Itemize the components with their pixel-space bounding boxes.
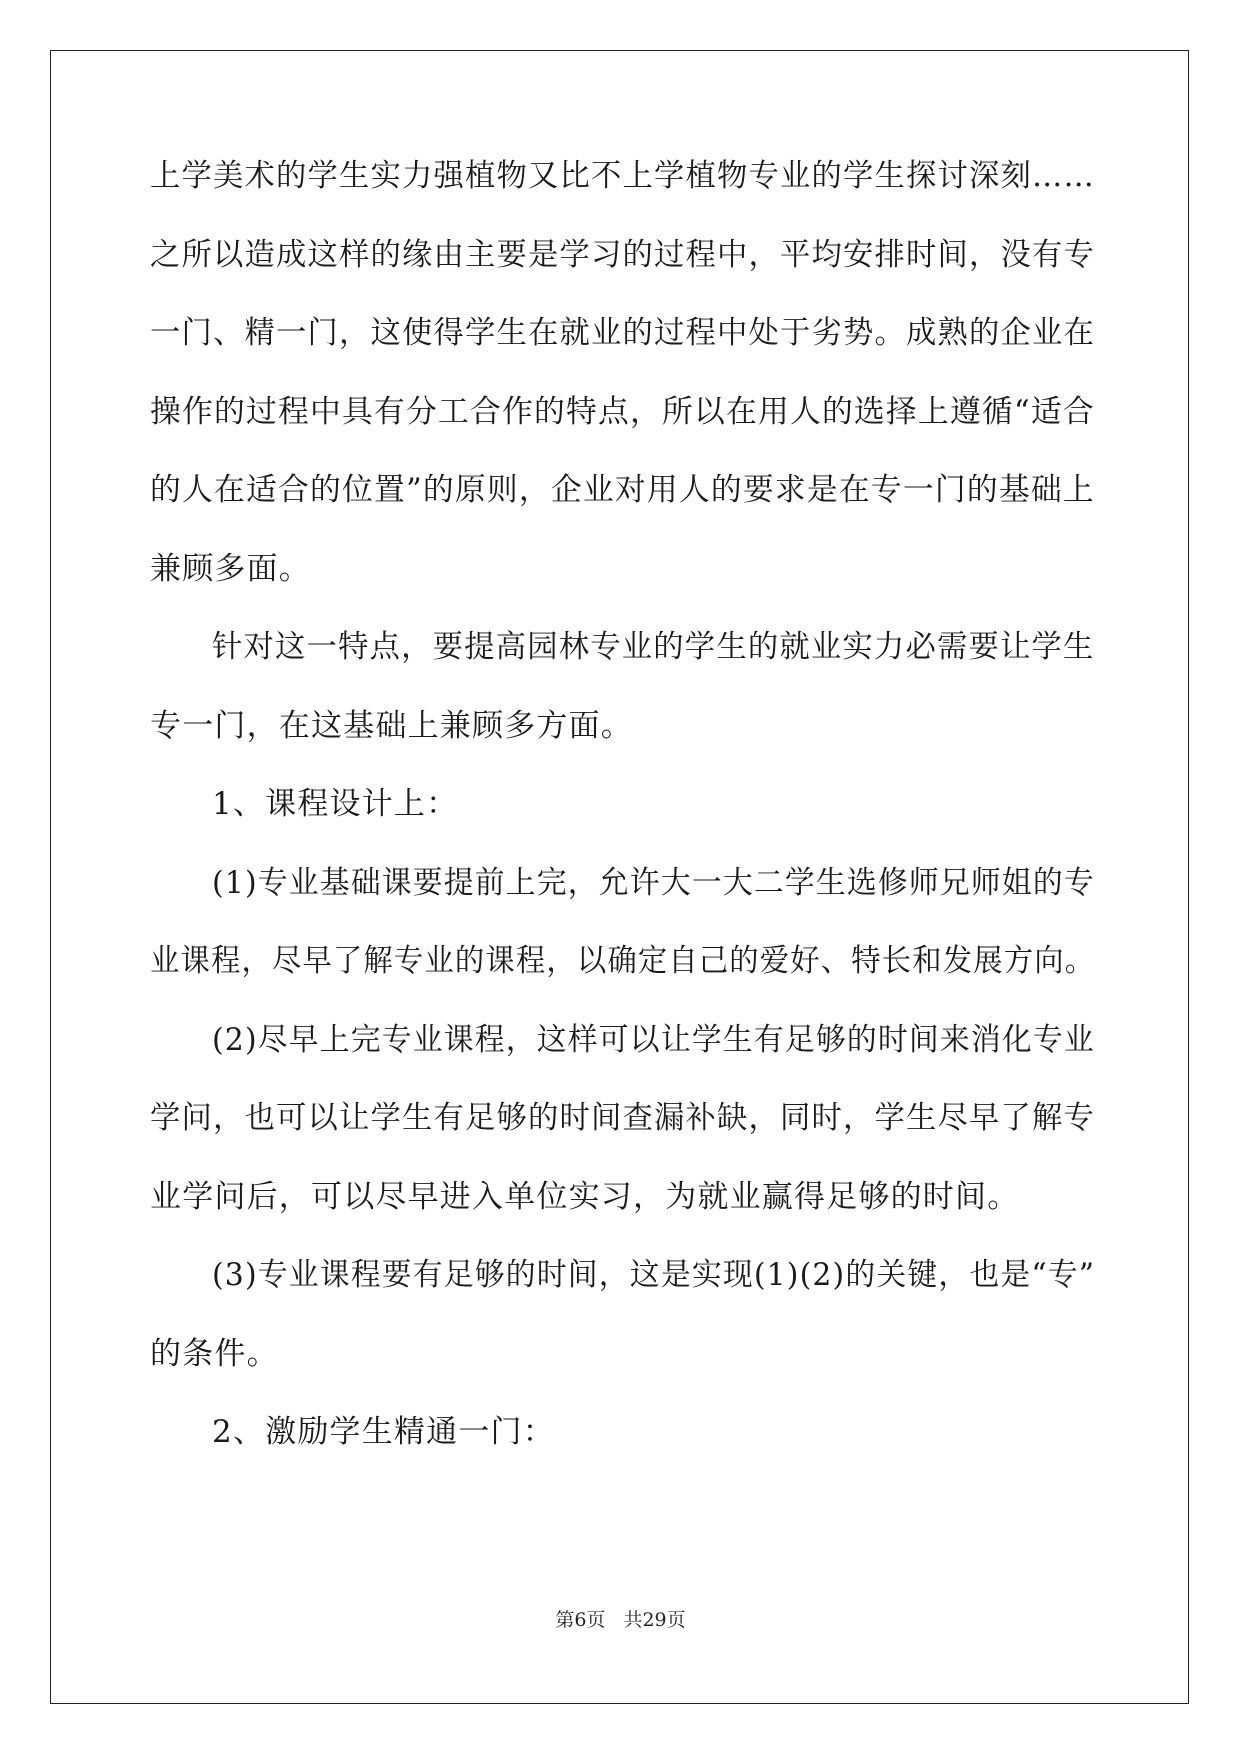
text-line: 的人在适合的位置”的原则，企业对用人的要求是在专一门的基础上	[150, 472, 1095, 508]
list-item-first-line: (3)专业课程要有足够的时间，这是实现(1)(2)的关键，也是“专”	[212, 1257, 1096, 1293]
list-item-first-line: (2)尽早上完专业课程，这样可以让学生有足够的时间来消化专业	[212, 1022, 1095, 1058]
text-line: 操作的过程中具有分工合作的特点，所以在用人的选择上遵循“适合	[150, 394, 1095, 430]
text-line: 兼顾多面。	[150, 551, 311, 587]
text-line: 业学问后，可以尽早进入单位实习，为就业赢得足够的时间。	[150, 1179, 1020, 1215]
page-number-total: 共29页	[623, 1609, 686, 1631]
text-line: 的条件。	[150, 1336, 279, 1372]
text-line: 业课程，尽早了解专业的课程，以确定自己的爱好、特长和发展方向。	[150, 943, 1096, 979]
section-heading: 1、课程设计上：	[212, 786, 459, 822]
text-line: 专一门，在这基础上兼顾多方面。	[150, 708, 633, 744]
text-line: 一门、精一门，这使得学生在就业的过程中处于劣势。成熟的企业在	[150, 315, 1096, 351]
list-item-first-line: (1)专业基础课要提前上完，允许大一大二学生选修师兄师姐的专	[212, 865, 1095, 901]
page-number-current: 第6页	[555, 1609, 606, 1631]
text-line: 上学美术的学生实力强植物又比不上学植物专业的学生探讨深刻……	[150, 158, 1096, 194]
section-heading: 2、激励学生精通一门：	[212, 1414, 555, 1450]
text-line: 之所以造成这样的缘由主要是学习的过程中，平均安排时间，没有专	[150, 237, 1096, 273]
paragraph-first-line: 针对这一特点，要提高园林专业的学生的就业实力必需要让学生	[212, 629, 1095, 665]
text-line: 学问，也可以让学生有足够的时间查漏补缺，同时，学生尽早了解专	[150, 1100, 1096, 1136]
page-footer	[0, 1608, 1241, 1632]
